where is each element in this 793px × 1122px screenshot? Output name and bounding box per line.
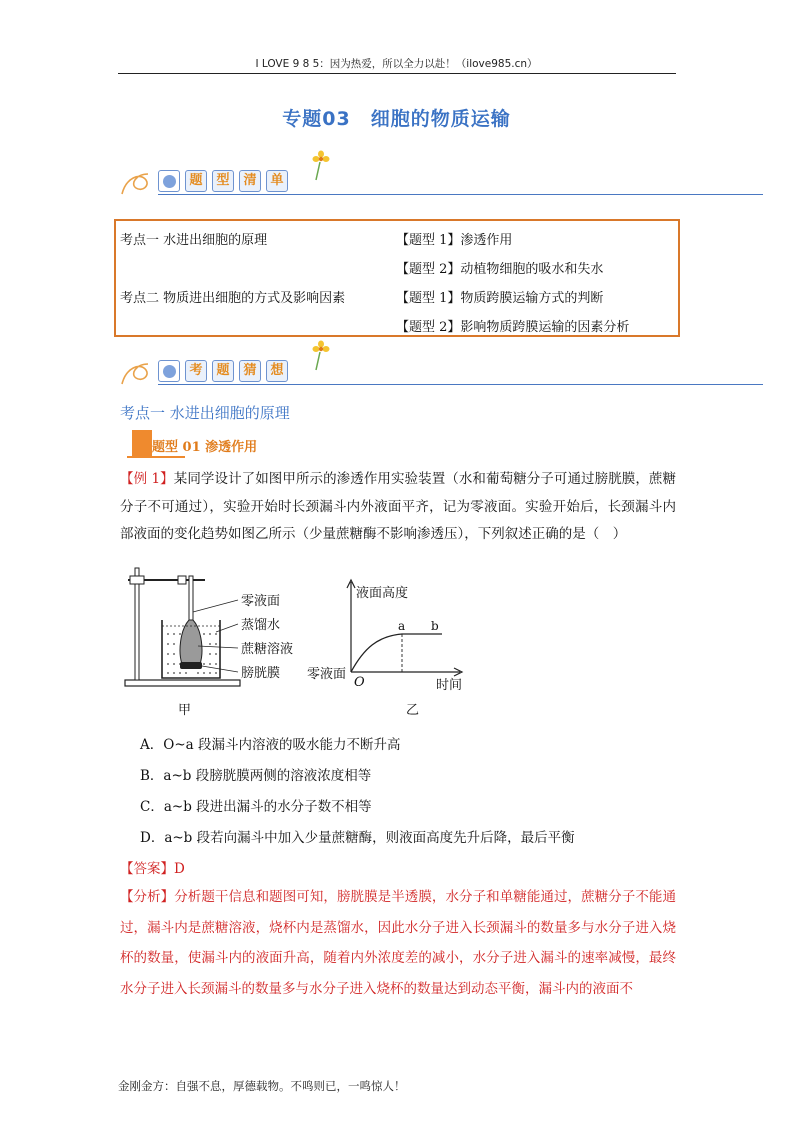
- swirl-decoration-icon: [118, 168, 160, 198]
- answer: 【答案】D: [120, 861, 185, 877]
- page-header: I LOVE 9 8 5：因为热爱，所以全力以赴！（ilove985.cn）: [255, 58, 538, 70]
- banner-tile: 单: [266, 170, 288, 192]
- topic-table: [114, 219, 680, 337]
- topic-row: [116, 287, 678, 307]
- graph-zero-label: 零液面: [307, 667, 347, 682]
- banner-tile: 题: [185, 170, 207, 192]
- banner-tile: 考: [185, 360, 207, 382]
- flower-icon: [310, 340, 332, 372]
- page-footer: 金刚金方：自强不息，厚德载物。不鸣则已，一鸣惊人！: [118, 1079, 406, 1093]
- topic-row: [116, 316, 678, 336]
- graph-ylabel: 液面高度: [356, 586, 409, 601]
- experiment-figure: [120, 562, 480, 722]
- banner-tile: 想: [266, 360, 288, 382]
- label-zero-level: 零液面: [241, 594, 281, 609]
- liquid-level-curve: [351, 634, 442, 672]
- graph-point-a: a: [398, 619, 406, 633]
- label-distilled-water: 蒸馏水: [241, 618, 281, 633]
- apparatus-diagram-jia: [125, 568, 293, 718]
- flower-icon: [310, 150, 332, 182]
- question-type-marker: [132, 430, 152, 456]
- banner-tile: 型: [212, 170, 234, 192]
- banner-tile: 清: [239, 170, 261, 192]
- question-type: 【题型 1】渗透作用: [396, 233, 513, 248]
- option-c: C．a~b 段进出漏斗的水分子数不相等: [140, 799, 372, 815]
- question-type: 【题型 2】动植物细胞的吸水和失水: [396, 262, 604, 277]
- label-sucrose-solution: 蔗糖溶液: [241, 642, 294, 657]
- example-question: [120, 466, 676, 549]
- banner-number-tile: [158, 170, 180, 192]
- example-tag: 【例 1】: [120, 471, 174, 487]
- graph-point-b: b: [431, 619, 439, 633]
- example-text: 某同学设计了如图甲所示的渗透作用实验装置（水和葡萄糖分子可通过膀胱膜，蔗糖分子不可通过），实验开始时长颈漏斗内外液面平齐，记为零液面。实验开始后，长颈漏斗内部液面的变化趋势如图乙所示（少量蔗糖酶不影响渗透压），下列叙述正确的是（ ）: [120, 471, 676, 542]
- banner-tile: 猜: [239, 360, 261, 382]
- question-type-underline: [127, 456, 185, 458]
- liquid-level-graph-yi: [307, 580, 462, 718]
- question-type-label: 题型 01 渗透作用: [152, 440, 258, 455]
- caption-yi: 乙: [406, 703, 420, 718]
- option-a: A．O~a 段漏斗内溶液的吸水能力不断升高: [140, 737, 401, 753]
- analysis: 【分析】分析题干信息和题图可知，膀胱膜是半透膜，水分子和单糖能通过，蔗糖分子不能通过，漏斗内是蔗糖溶液，烧杯内是蒸馏水，因此水分子进入长颈漏斗的数量多与水分子进入烧杯的数量，使漏斗内的液面升高，随着内外浓度差的减小，水分子进入漏斗的速率减慢，最终水分子进入长颈漏斗的数量多与水分子进入烧杯的数量达到动态平衡，漏斗内的液面不: [120, 889, 676, 997]
- question-type: 【题型 2】影响物质跨膜运输的因素分析: [396, 320, 630, 335]
- banner-tile: 题: [212, 360, 234, 382]
- page-title: 专题03 细胞的物质运输: [282, 108, 511, 130]
- graph-xlabel: 时间: [436, 678, 463, 693]
- topic-row: [116, 229, 678, 249]
- question-type: 【题型 1】物质跨膜运输方式的判断: [396, 291, 604, 306]
- graph-origin: O: [354, 675, 365, 690]
- option-b: B．a~b 段膀胱膜两侧的溶液浓度相等: [140, 768, 372, 784]
- banner-question-types: [118, 162, 763, 202]
- label-bladder-membrane: 膀胱膜: [241, 666, 281, 681]
- banner-exam-predictions: [118, 352, 763, 392]
- header-rule: [118, 73, 676, 74]
- banner-rule: [158, 194, 763, 195]
- topic-name: 考点二 物质进出细胞的方式及影响因素: [120, 291, 346, 306]
- banner-rule: [158, 384, 763, 385]
- topic-row: [116, 258, 678, 278]
- swirl-decoration-icon: [118, 358, 160, 388]
- option-d: D．a~b 段若向漏斗中加入少量蔗糖酶，则液面高度先升后降，最后平衡: [140, 830, 575, 846]
- section-heading: 考点一 水进出细胞的原理: [120, 404, 290, 422]
- topic-name: 考点一 水进出细胞的原理: [120, 233, 268, 248]
- caption-jia: 甲: [178, 703, 192, 718]
- banner-number-tile: [158, 360, 180, 382]
